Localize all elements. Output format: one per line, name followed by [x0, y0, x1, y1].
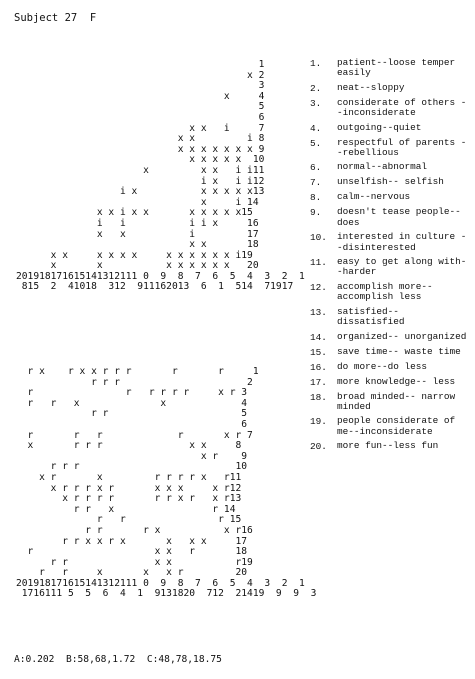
legend-item — [310, 416, 472, 437]
legend-item — [310, 282, 472, 303]
legend-number: 16. — [310, 361, 327, 373]
legend-number: 9. — [310, 207, 322, 219]
legend-item — [310, 58, 472, 79]
bottom-rating-grid — [16, 367, 316, 600]
legend-number: 13. — [310, 306, 327, 318]
top-grid-header-2: 815 2 41018 312 911162013 6 1 514 71917 — [16, 281, 294, 293]
legend-item — [310, 392, 472, 413]
grid-row: x x x x x 10 — [16, 154, 265, 166]
grid-row: r r r r x r 7 — [16, 429, 253, 441]
grid-row: x x x x x x x x x x x x i19 — [16, 249, 253, 261]
grid-row: r r r 10 — [16, 461, 248, 473]
bottom-grid-header-2: 1716111 5 5 6 4 1 9131820 712 21419 9 9 3 — [16, 588, 317, 600]
legend-item — [310, 162, 472, 173]
legend-text: patient--loose temper easily — [337, 57, 456, 79]
legend-text: neat--sloppy — [337, 81, 405, 93]
legend-text: considerate of others --inconsiderate — [337, 96, 467, 119]
grid-row: x x i 7 — [16, 122, 265, 134]
grid-row: x x x x x x x x 20 — [16, 260, 259, 272]
bottom-grid-rows — [16, 367, 316, 579]
grid-row: r r r r r r x r 3 — [16, 387, 248, 399]
legend-number: 11. — [310, 257, 327, 269]
grid-row: x i 14 — [16, 196, 259, 208]
grid-row: x x i 17 — [16, 228, 259, 240]
grid-row: 3 — [16, 80, 265, 92]
legend-number: 12. — [310, 281, 327, 293]
grid-row: r r x x 4 — [16, 397, 248, 409]
grid-row: r r x x r x x x x 17 — [16, 535, 248, 547]
legend-item — [310, 138, 472, 159]
legend-text: unselfish-- selfish — [337, 176, 444, 188]
legend-item — [310, 257, 472, 278]
legend-number: 15. — [310, 346, 327, 358]
legend-item — [310, 83, 472, 94]
legend-number: 2. — [310, 82, 322, 94]
legend-item — [310, 123, 472, 134]
grid-row: 6 — [16, 418, 248, 430]
grid-row: x r x r r r r x r11 — [16, 471, 242, 483]
grid-row: x x 18 — [16, 239, 259, 251]
legend-text: people considerate of me--inconsiderate — [337, 415, 456, 437]
grid-row: r x x r 18 — [16, 546, 248, 558]
legend-item — [310, 377, 472, 388]
legend-text: accomplish more-- accomplish less — [337, 280, 433, 303]
legend-number: 14. — [310, 331, 327, 343]
grid-row: x x x i i11 — [16, 164, 265, 176]
legend-text: organized-- unorganized — [337, 330, 467, 342]
grid-row: r r x x r19 — [16, 556, 253, 568]
legend-number: 18. — [310, 391, 327, 403]
legend-number: 17. — [310, 376, 327, 388]
grid-row: i x i i12 — [16, 175, 265, 187]
legend-text: more knowledge-- less — [337, 375, 456, 387]
legend-item — [310, 307, 472, 328]
grid-row: r r x x x r 20 — [16, 567, 248, 579]
legend-text: easy to get along with--harder — [337, 256, 467, 278]
grid-row: r r 5 — [16, 408, 248, 420]
legend-text: normal--abnormal — [337, 161, 428, 173]
trait-legend — [310, 58, 472, 456]
grid-row: x 2 — [16, 69, 265, 81]
legend-number: 7. — [310, 177, 322, 189]
legend-item — [310, 362, 472, 373]
grid-row: r r x r 14 — [16, 503, 236, 515]
grid-row: r r r 2 — [16, 376, 253, 388]
grid-row: i x x x x x x13 — [16, 186, 265, 198]
grid-row: x x i 8 — [16, 133, 265, 145]
grid-row: 5 — [16, 101, 265, 113]
grid-row: x x x x x x x 9 — [16, 143, 265, 155]
score-footer: A:0.202 B:58,68,1.72 C:48,78,18.75 — [14, 654, 222, 665]
grid-row: x r r r x x 8 — [16, 440, 242, 452]
legend-item — [310, 192, 472, 203]
grid-row: r x r x x r r r r r 1 — [16, 366, 259, 377]
legend-text: calm--nervous — [337, 191, 411, 203]
legend-number: 5. — [310, 137, 322, 149]
grid-row: x r r r r r r x r x r13 — [16, 493, 242, 505]
legend-item — [310, 332, 472, 343]
legend-text: save time-- waste time — [337, 345, 461, 357]
legend-text: respectful of parents --rebellious — [337, 136, 467, 159]
legend-item — [310, 207, 472, 228]
top-rating-grid — [16, 60, 305, 293]
grid-row: r r r x x r16 — [16, 524, 253, 536]
grid-row: x r r r x r x x x x r12 — [16, 482, 242, 494]
legend-text: more fun--less fun — [337, 440, 439, 452]
legend-number: 4. — [310, 122, 322, 134]
legend-item — [310, 347, 472, 358]
legend-text: do more--do less — [337, 360, 428, 372]
legend-number: 1. — [310, 58, 322, 69]
legend-number: 6. — [310, 162, 322, 174]
legend-item — [310, 177, 472, 188]
subject-title: Subject 27 F — [14, 12, 97, 24]
legend-number: 3. — [310, 97, 322, 109]
legend-text: interested in culture --disinterested — [337, 231, 467, 253]
legend-number: 8. — [310, 192, 322, 204]
grid-row: x 4 — [16, 90, 265, 102]
bottom-grid-header-1: 201918171615141312111 0 9 8 7 6 5 4 3 2 1 — [16, 577, 305, 589]
top-grid-header-1: 201918171615141312111 0 9 8 7 6 5 4 3 2 1 — [16, 270, 305, 282]
legend-item — [310, 98, 472, 119]
legend-number: 10. — [310, 232, 327, 244]
grid-row: r r r 15 — [16, 514, 242, 526]
legend-text: satisfied-- dissatisfied — [337, 305, 405, 328]
top-grid-rows — [16, 60, 305, 272]
grid-row: 6 — [16, 111, 265, 123]
grid-row: 1 — [16, 59, 265, 70]
legend-item — [310, 232, 472, 253]
legend-number: 19. — [310, 416, 327, 428]
legend-text: doesn't tease people--does — [337, 206, 461, 228]
grid-row: i i i i x 16 — [16, 217, 259, 229]
legend-item — [310, 441, 472, 452]
legend-number: 20. — [310, 441, 327, 453]
grid-row: x x i x x x x x x x15 — [16, 207, 253, 219]
grid-row: x r 9 — [16, 450, 248, 462]
legend-text: broad minded-- narrow minded — [337, 390, 456, 412]
legend-text: outgoing--quiet — [337, 121, 422, 133]
